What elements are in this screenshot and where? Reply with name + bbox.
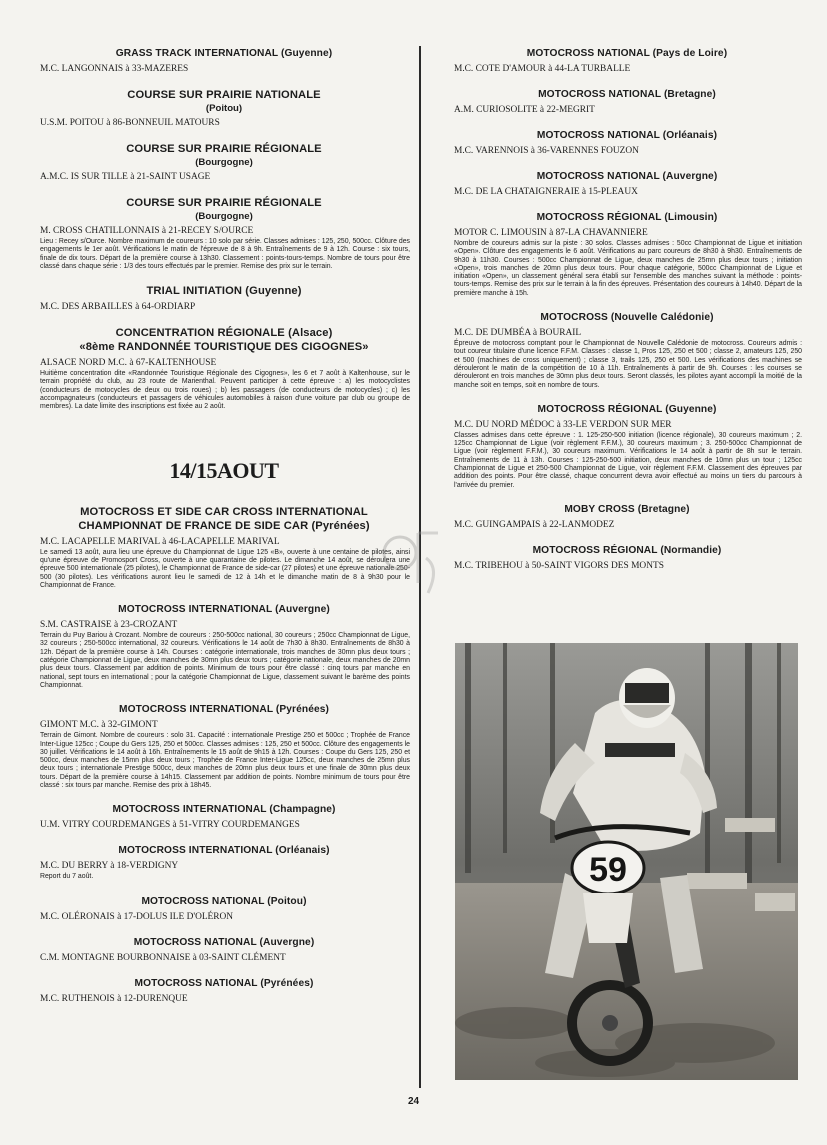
right-column [452, 48, 802, 572]
event-title: MOTOCROSS INTERNATIONAL (Orléanais) [118, 845, 330, 857]
event-entry [452, 89, 802, 116]
event-subtitle: CHAMPIONNAT DE FRANCE DE SIDE CAR (Pyrénées) [78, 519, 370, 532]
club-line: U.M. VITRY COURDEMANGES à 51-VITRY COURDEMANGES [40, 820, 300, 831]
event-title: MOTOCROSS INTERNATIONAL (Pyrénées) [118, 704, 329, 716]
event-title: COURSE SUR PRAIRIE NATIONALE [127, 89, 321, 101]
club-line: M.C. DE DUMBÉA à BOURAIL [454, 328, 582, 339]
event-title: MOTOCROSS RÉGIONAL (Limousin) [536, 212, 718, 223]
event-title: TRIAL INITIATION (Guyenne) [146, 285, 302, 298]
event-details: Terrain de Gimont. Nombre de coureurs : solo 31. Capacité : internationale Prestige 250 et 500cc ; Trophée de France Inter-Ligue 125cc ; Coupe du Gers 125, 250 et 500cc. Classes admises : 125, 250 et 500cc. Clôture des engagements le 30 juillet. Vérifications le 14 août à 16h. Entraînements le 15 août de 9h15 à 12h. Courses : Coupe du Gers 125, 250 et 500cc, deux manches de 15mn plus deux tours ; Trophée de France Inter-Ligue 125cc, deux manches de 25mn plus deux tours ; internationale Prestige 500cc, deux manches de 20mn plus deux tours et une finale de 30mn plus deux tours. Départ de la première course à 14h15. Classement par addition de points. Nombre minimum de tours pour être classé : six tours par manche. Remise des prix à 18h45. [40, 732, 410, 790]
page-number: 24 [407, 1096, 420, 1107]
event-title: MOTOCROSS RÉGIONAL (Normandie) [532, 544, 722, 556]
club-line: M. CROSS CHATILLONNAIS à 21-RECEY S/OURCE [40, 226, 254, 236]
event-title: MOTOCROSS NATIONAL (Pays de Loire) [526, 48, 728, 59]
event-details: Report du 7 août. [40, 873, 94, 881]
event-entry [38, 604, 410, 690]
event-details: Huitième concentration dite «Randonnée Touristique Régionale des Cigognes», les 6 et 7 août à Kaltenhouse, sur le terrain propriété du club, au 23 route de Marienthal. Peuvent participer à cette épreuve : a) les motocyclistes (conducteurs de motocycles de deux ou trois roues) ; b) les passagers (de conducteurs de motocycles) ; c) les accompagnateurs (conducteurs et passagers de véhicules automobiles à raison d'une voiture par club ou groupe de membres). La date limite des inscriptions est fixée au 2 août. [40, 370, 410, 411]
event-entry [452, 545, 802, 572]
event-title: CONCENTRATION RÉGIONALE (Alsace) [115, 327, 333, 340]
event-title: MOTOCROSS (Nouvelle Calédonie) [540, 312, 714, 324]
event-entry [38, 896, 410, 923]
club-line: A.M. CURIOSOLITE à 22-MEGRIT [454, 105, 595, 115]
event-details: Nombre de coureurs admis sur la piste : 30 solos. Classes admises : 50cc Championnat de Ligue et initiation «Open». Clôture des engagements le 6 août. Vérifications au parc coureurs de 8h30 à 9h30. Entraînements de 9h30 à 11h30. Courses : 500cc Championnat de Ligue, deux manches de 25mn plus deux tours ; initiation «Open», trois manches de 20mn plus deux tours. Pour chaque catégorie, 500cc Championnat de Ligue et initiation «Open», un classement général sera établi sur l'ensemble des manches suivant la méthode : points-tours-temps. Remise des prix sur le terrain à la fin des épreuves. Présentation des coureurs à 14h40. Départ de la première manche à 15h. [454, 240, 802, 297]
event-entry [38, 506, 410, 590]
club-line: M.C. TRIBEHOU à 50-SAINT VIGORS DES MONTS [454, 560, 664, 571]
club-line: M.C. OLÉRONAIS à 17-DOLUS ILE D'OLÉRON [40, 911, 234, 922]
event-entry [38, 804, 410, 831]
event-subtitle: «8ème RANDONNÉE TOURISTIQUE DES CIGOGNES» [79, 341, 369, 354]
club-line: MOTOR C. LIMOUSIN à 87-LA CHAVANNIERE [454, 228, 648, 238]
event-details: Lieu : Recey s/Ource. Nombre maximum de coureurs : 10 solo par série. Classes admises : 125, 250, 500cc. Clôture des engagements le 1er août. Vérifications le matin de l'épreuve de 8 à 9h. Entraînements de 9 à 12h. Course : six tours, finale de dix tours. Départ de la première course à 13h30. Classement : points-tours-temps. Nombre de tours pour être classé dans chaque série : 1/3 des tours effectués par le premier. Remise des prix sur le terrain. [40, 238, 410, 270]
left-column [38, 48, 410, 1005]
event-details: Classes admises dans cette épreuve : 1. 125-250-500 initiation (licence régionale), 30 coureurs maximum ; 2. 125cc Championnat de Ligue (voir règlement F.F.M.), 30 coureurs maximum ; 3. 250-500cc Championnat de Ligue (voir règlement F.F.M.), 30 coureurs maximum. Vérifications le 14 août à partir de 8h sur le terrain. Entraînements de 11 à 13h. Courses : 125-250-500 initiation, deux manches de 10mn plus un tour ; 125cc Championnat de Ligue et 250-500 Championnat de Ligue, voir règlement F.F.M. Classement des épreuves par addition des points. Pour être classé, chaque concurrent devra avoir effectué au moins un tiers du parcours à l'arrivée du premier. [454, 431, 802, 489]
club-line: S.M. CASTRAISE à 23-CROZANT [40, 620, 178, 631]
event-region: (Bourgogne) [195, 157, 253, 168]
event-entry [452, 504, 802, 531]
club-line: M.C. LACAPELLE MARIVAL à 46-LACAPELLE MARIVAL [40, 536, 280, 547]
event-title: MOTOCROSS INTERNATIONAL (Auvergne) [118, 604, 330, 616]
motocross-photo [455, 643, 798, 1080]
event-entry [452, 48, 802, 75]
event-title: MOTOCROSS NATIONAL (Orléanais) [536, 130, 718, 141]
event-entry [38, 89, 410, 129]
club-line: M.C. GUINGAMPAIS à 22-LANMODEZ [454, 519, 615, 530]
event-title: MOTOCROSS NATIONAL (Bretagne) [538, 89, 716, 100]
club-line: M.C. VARENNOIS à 36-VARENNES FOUZON [454, 146, 639, 156]
event-title: COURSE SUR PRAIRIE RÉGIONALE [126, 197, 322, 209]
club-line: M.C. LANGONNAIS à 33-MAZERES [40, 64, 189, 74]
event-entry [38, 937, 410, 964]
club-line: M.C. DES ARBAILLES à 64-ORDIARP [40, 302, 196, 313]
club-line: ALSACE NORD M.C. à 67-KALTENHOUSE [40, 358, 217, 369]
club-line: M.C. COTE D'AMOUR à 44-LA TURBALLE [454, 64, 631, 74]
event-title: MOTOCROSS RÉGIONAL (Guyenne) [537, 403, 717, 415]
stamp-mark [378, 523, 448, 603]
event-entry [452, 312, 802, 390]
plate-number: 59 [589, 851, 627, 889]
event-title: MOTOCROSS NATIONAL (Poitou) [141, 895, 307, 907]
event-entry [38, 845, 410, 881]
event-entry [38, 704, 410, 790]
club-line: M.C. DU NORD MÉDOC à 33-LE VERDON SUR MER [454, 419, 672, 430]
club-line: M.C. DU BERRY à 18-VERDIGNY [40, 861, 179, 872]
event-entry [452, 212, 802, 298]
event-title: MOTOCROSS NATIONAL (Auvergne) [133, 936, 315, 948]
event-title: GRASS TRACK INTERNATIONAL (Guyenne) [115, 48, 333, 59]
event-title: MOTOCROSS NATIONAL (Pyrénées) [134, 977, 314, 989]
event-region: (Poitou) [205, 103, 243, 114]
club-line: M.C. DE LA CHATAIGNERAIE à 15-PLEAUX [454, 187, 638, 197]
date-heading: 14/15AOUT [169, 457, 279, 483]
club-line: M.C. RUTHENOIS à 12-DURENQUE [40, 993, 188, 1004]
club-line: C.M. MONTAGNE BOURBONNAISE à 03-SAINT CLÉMENT [40, 952, 286, 963]
event-details: Terrain du Puy Bariou à Crozant. Nombre de coureurs : 250-500cc national, 30 coureurs ; 250cc Championnat de Ligue, 32 coureurs ; 250-500cc international, 32 coureurs. Vérifications le 14 août de 7h30 à 8h30. Entraînements de 8h30 à 12h. Départ de la première course à 14h. Courses : catégorie internationale, trois manches de 30mn plus deux tours ; catégorie Championnat de Ligue, deux manches de 30mn plus deux tours ; catégorie nationale, deux manches de 20mn plus deux tours. Classement par addition de points. Minimum de tours pour être classé : cinq tours par manche en national, sept tours en international ; pour la catégorie Championnat de Ligue, classement suivant le barème des points Championnat. [40, 632, 410, 689]
event-entry [452, 130, 802, 157]
club-line: U.S.M. POITOU à 86-BONNEUIL MATOURS [40, 118, 220, 128]
event-entry [452, 404, 802, 490]
event-details: Le samedi 13 août, aura lieu une épreuve du Championnat de Ligue 125 «B», ouverte à une centaine de pilotes, ainsi qu'une épreuve de Promosport Cross, ouverte à une quarantaine de pilotes. Le dimanche 14 août, se déroulera une épreuve 500 internationale (25 pilotes), le Championnat de France de side-car (27 pilotes) et une épreuve nationale 250-500 (30 pilotes). Les vérifications auront lieu le samedi de 12 à 14h et le dimanche matin de 8 à 9h30 pour le Championnat de France. [40, 548, 410, 589]
event-entry [38, 327, 410, 411]
event-entry [38, 48, 410, 75]
event-entry [38, 285, 410, 313]
event-entry [452, 171, 802, 198]
event-entry [38, 143, 410, 183]
event-title: MOTOCROSS ET SIDE CAR CROSS INTERNATIONAL [80, 505, 368, 518]
event-region: (Bourgogne) [195, 211, 253, 222]
event-title: MOTOCROSS INTERNATIONAL (Champagne) [112, 804, 336, 816]
event-details: Épreuve de motocross comptant pour le Championnat de Nouvelle Calédonie de motocross. Coureurs admis : tout coureur titulaire d'une licence F.F.M. Classes : classe 1, Pros 125, 250 et 500 ; classe 2, amateurs 125, 250 et 500 (machines de cross uniquement) ; classe 3, trails 125, 250 et 500. Les vérifications des machines se dérouleront le matin de la compétition de 10 à 11h. Entraînements à partir de 9h. Courses : les courses se dérouleront en trois manches de 30mn plus deux tours. Seront classés, les pilotes ayant accompli la moitié de la manche soit en temps, soit en nombre de tours. [454, 340, 802, 389]
event-entry [38, 978, 410, 1005]
club-line: GIMONT M.C. à 32-GIMONT [40, 720, 158, 731]
event-entry [38, 197, 410, 271]
event-title: MOBY CROSS (Bretagne) [564, 503, 690, 515]
event-title: MOTOCROSS NATIONAL (Auvergne) [536, 171, 718, 182]
event-title: COURSE SUR PRAIRIE RÉGIONALE [126, 143, 322, 155]
club-line: A.M.C. IS SUR TILLE à 21-SAINT USAGE [40, 172, 211, 182]
